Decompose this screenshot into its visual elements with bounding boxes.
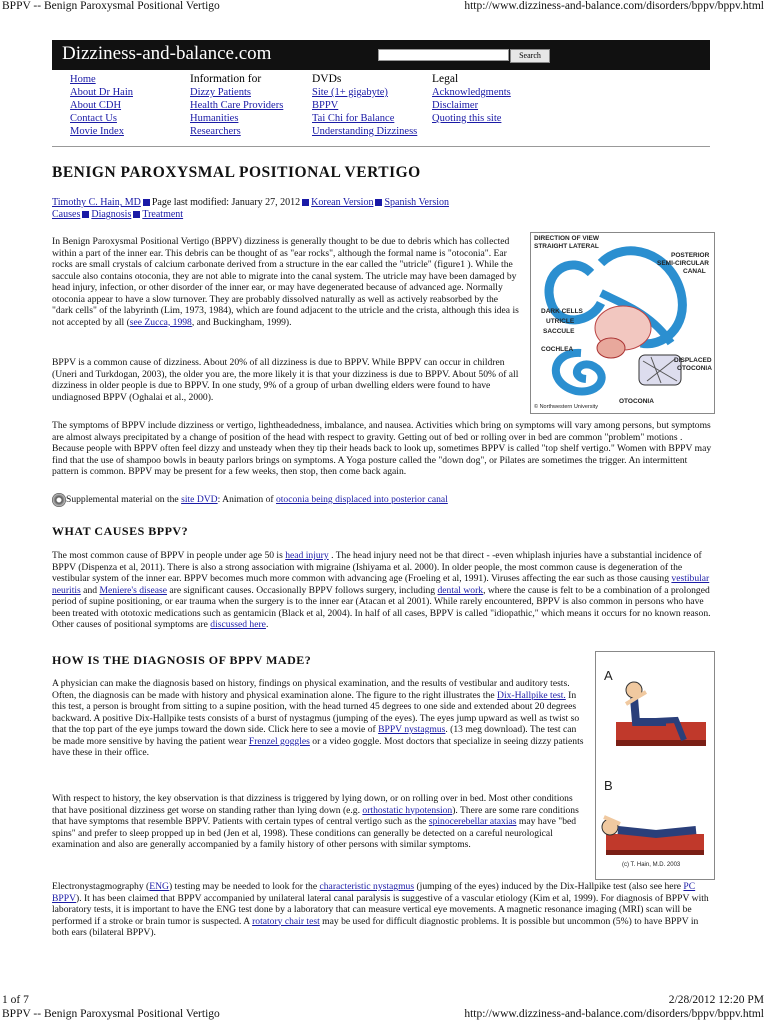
nav-researchers[interactable]: Researchers: [190, 126, 241, 137]
diagnosis-paragraph-2: With respect to history, the key observation is that dizziness is triggered by lying down, or on rolling over in bed. Most other conditions that have positional dizziness get worse on standing rather than lying down (e.g. orthostatic hypotension). There are some rare conditions that have symptoms that resemble BPPV. Patients with certain types of central vertigo such as the spinocerebellar ataxias may have "bed spins" and prefer to sleep propped up in bed (Jen et al, 1998). These conditions can generally be detected on a careful neurological examination and also are generally accompanied by a family history of other persons with similar symptoms.: [52, 793, 579, 850]
print-footer-url: http://www.dizziness-and-balance.com/disorders/bppv/bppv.html: [464, 1008, 764, 1020]
nav-dizzy-patients[interactable]: Dizzy Patients: [190, 87, 251, 98]
nav-about-dr-hain[interactable]: About Dr Hain: [70, 87, 133, 98]
discussed-here-link[interactable]: discussed here: [210, 619, 266, 630]
page-title: BENIGN PAROXYSMAL POSITIONAL VERTIGO: [52, 164, 421, 181]
otoconia-animation-link[interactable]: otoconia being displaced into posterior canal: [275, 494, 448, 506]
bullet-icon: [133, 211, 140, 218]
head-injury-link[interactable]: head injury: [285, 550, 329, 561]
dental-work-link[interactable]: dental work: [437, 584, 484, 596]
site-banner: [52, 40, 710, 70]
nav-heading-information: Information for: [190, 73, 262, 85]
search-input[interactable]: [378, 49, 509, 61]
causes-heading: WHAT CAUSES BPPV?: [52, 524, 189, 538]
nav-column-legal: [432, 73, 511, 125]
nav-dvd-site[interactable]: Site (1+ gigabyte): [312, 87, 388, 98]
search-button[interactable]: Search: [510, 49, 550, 63]
site-name[interactable]: Dizziness-and-balance.com: [62, 43, 272, 64]
section-links: [52, 209, 183, 220]
diagnosis-heading: HOW IS THE DIAGNOSIS OF BPPV MADE?: [52, 653, 312, 667]
nav-acknowledgments[interactable]: Acknowledgments: [432, 87, 511, 98]
bullet-icon: [143, 199, 150, 206]
characteristic-nystagmus-link[interactable]: characteristic nystagmus: [319, 881, 415, 892]
prevalence-paragraph: BPPV is a common cause of dizziness. About 20% of all dizziness is due to BPPV. While BPPV can occur in children (Uneri and Turkdogan, 2003), the older you are, the more likely it is that your dizziness is due to BPPV. About 50% of all dizziness in older people is due to BPPV. In one study, 9% of a group of urban dwelling elders were found to have undiagnosed BPPV (Oghalai et al., 2000).: [52, 357, 519, 403]
dvd-icon: [52, 493, 66, 507]
menieres-link[interactable]: Meniere's disease: [99, 584, 167, 596]
nav-disclaimer[interactable]: Disclaimer: [432, 100, 479, 111]
frenzel-goggles-link[interactable]: Frenzel goggles: [248, 735, 310, 747]
nav-home[interactable]: Home: [70, 74, 96, 85]
diagnosis-paragraph-1: A physician can make the diagnosis based on history, findings on physical examination, and the results of vestibular and auditory tests. Often, the diagnosis can be made with history and physical examination alone. The figure to the right illustrates the Dix-Hallpike test. In this test, a person is brought from sitting to a supine position, with the head turned 45 degrees to one side and extended about 20 degrees backward. A positive Dix-Hallpike tests consists of a burst of nystagmus (jumping of the eyes). The eyes jump upward as well as twist so that the top part of the eye jumps toward the down side. Click here to see a movie of BPPV nystagmus. (13 meg download). The test can be made more sensitive by having the patient wear Frenzel goggles or a video goggle. Most doctors that specialize in seeing dizzy patients have these in their office.: [52, 678, 584, 758]
print-header-url: http://www.dizziness-and-balance.com/disorders/bppv/bppv.html: [464, 0, 764, 12]
nav-column-information: [190, 73, 283, 138]
causes-paragraph: The most common cause of BPPV in people under age 50 is head injury . The head injury need not be that direct - -even whiplash injuries have a substantial incidence of BPPV (Dispenza et al, 2011). There is also a strong association with migraine (Ishiyama et al. 2000). In older people, the most common cause is degeneration of the vestibular system of the inner ear. BPPV becomes much more common with advancing age (Froeling et al, 1991). Viruses affecting the ear such as those causing vestibular neuritis and Meniere's disease are significant causes. Occasionally BPPV follows surgery, including dental work, where the cause is felt to be a combination of a prolonged period of supine positioning, or ear trauma when the surgery is to the inner ear (Atacan et al 2001). While rarely encountered, BPPV is also common in persons who have been treated with ototoxic medications such as gentamicin (Black et al, 2004). In half of all cases, BPPV is called "idiopathic," which means it occurs for no known reason. Other causes of positional symptoms are discussed here.: [52, 550, 711, 630]
nav-column-dvds: [312, 73, 417, 138]
rotatory-chair-link[interactable]: rotatory chair test: [252, 915, 320, 927]
vestibular-neuritis-link[interactable]: vestibular neuritis: [52, 573, 710, 596]
dvd-line: Supplemental material on the site DVD: Animation of otoconia being displaced into posterior canal: [52, 493, 448, 507]
nav-about-cdh[interactable]: About CDH: [70, 100, 122, 111]
nav-heading-legal: Legal: [432, 73, 459, 85]
nav-dvd-understanding-dizziness[interactable]: Understanding Dizziness: [312, 126, 418, 137]
intro-paragraph: In Benign Paroxysmal Positional Vertigo (BPPV) dizziness is generally thought to be due to debris which has collected within a part of the inner ear. This debris can be thought of as "ear rocks", although the formal name is "otoconia". Ear rocks are small crystals of calcium carbonate derived from a structure in the ear called the "utricle" (figure1 ). While the saccule also contains otoconia, they are not able to migrate into the canal system. The utricle may have been damaged by head injury, infection, or other disorder of the inner ear, or may have degenerated because of advanced age. Normally otoconia appear to have a slow turnover. They are probably dissolved naturally as well as actively reabsorbed by the "dark cells" of the labyrinth (Lim, 1973, 1984), which are found adjacent to the utricle and the crista, although this idea is not accepted by all (see Zucca, 1998, and Buckingham, 1999).: [52, 236, 519, 328]
meta-line: [52, 197, 449, 208]
nav-humanities[interactable]: Humanities: [190, 113, 239, 124]
print-header-title: BPPV -- Benign Paroxysmal Positional Vertigo: [2, 0, 220, 12]
orthostatic-hypotension-link[interactable]: orthostatic hypotension: [362, 804, 453, 816]
korean-version-link[interactable]: Korean Version: [311, 197, 374, 208]
bppv-nystagmus-link[interactable]: BPPV nystagmus: [378, 724, 446, 735]
print-footer-page: 1 of 7: [2, 994, 29, 1006]
causes-link[interactable]: Causes: [52, 209, 81, 220]
author-link[interactable]: Timothy C. Hain, MD: [52, 197, 141, 208]
nav-quoting[interactable]: Quoting this site: [432, 113, 502, 124]
nav-contact-us[interactable]: Contact Us: [70, 113, 117, 124]
symptoms-paragraph: The symptoms of BPPV include dizziness or vertigo, lightheadedness, imbalance, and nausea. Activities which bring on symptoms will vary among persons, but symptoms are almost always precipitated by a change of position of the head with respect to gravity. Getting out of bed or rolling over in bed are common "problem" motions . Because people with BPPV often feel dizzy and unsteady when they tip their heads back to look up, sometimes BPPV is called "top shelf vertigo." Women with BPPV may find that the use of shampoo bowls in beauty parlors brings on symptoms. A Yoga posture called the "down dog", or Pilates are sometimes the trigger. An intermittent pattern is common. BPPV may be present for a few weeks, then stop, then come back again.: [52, 420, 712, 477]
last-modified: Page last modified: January 27, 2012: [151, 197, 301, 208]
diagnosis-link[interactable]: Diagnosis: [91, 209, 132, 220]
inner-ear-figure: DIRECTION OF VIEW STRAIGHT LATERAL POSTERIOR SEMI-CIRCULAR CANAL DARK CELLS UTRICLE SACCULE COCHLEA DISPLACED OTOCONIA OTOCONIA © Northwestern University: [530, 232, 715, 414]
dix-hallpike-figure: A B (c) T. Hain, M.D. 2003: [595, 651, 715, 880]
zucca-link[interactable]: see Zucca, 1998: [129, 316, 192, 328]
spinocerebellar-ataxias-link[interactable]: spinocerebellar ataxias: [428, 816, 517, 827]
nav-dvd-bppv[interactable]: BPPV: [312, 100, 339, 111]
treatment-link[interactable]: Treatment: [142, 209, 184, 220]
dix-hallpike-illustration: [596, 652, 714, 879]
eng-link[interactable]: ENG: [149, 881, 169, 892]
print-footer-title: BPPV -- Benign Paroxysmal Positional Vertigo: [2, 1008, 220, 1020]
spanish-version-link[interactable]: Spanish Version: [384, 197, 449, 208]
nav-health-care-providers[interactable]: Health Care Providers: [190, 100, 284, 111]
nav-movie-index[interactable]: Movie Index: [70, 126, 124, 137]
bullet-icon: [82, 211, 89, 218]
nav-dvd-tai-chi[interactable]: Tai Chi for Balance: [312, 113, 395, 124]
eng-paragraph: Electronystagmography (ENG) testing may be needed to look for the characteristic nystagmus (jumping of the eyes) induced by the Dix-Hallpike test (also see here PC BPPV). It has been claimed that BPPV accompanied by unilateral lateral canal paralysis is suggestive of a vascular etiology (Kim et al, 1999). For diagnosis of BPPV with laboratory tests, it is important to have the ENG test done by a laboratory that can measure vertical eye movements. A magnetic resonance imaging (MRI) scan will be performed if a stroke or brain tumor is suspected. A rotatory chair test may be used for difficult diagnostic problems. It is possible but uncommon (5%) to have BPPV in both ears (bilateral BPPV).: [52, 881, 709, 938]
print-footer-datetime: 2/28/2012 12:20 PM: [668, 994, 764, 1006]
nav-heading-dvds: DVDs: [312, 73, 342, 85]
site-dvd-link[interactable]: site DVD: [181, 494, 218, 506]
nav-column-main: [70, 73, 133, 138]
bullet-icon: [302, 199, 309, 206]
dix-hallpike-link[interactable]: Dix-Hallpike test.: [497, 689, 566, 701]
nav-divider: [52, 146, 710, 147]
pc-bppv-link[interactable]: PC BPPV: [52, 881, 696, 904]
bullet-icon: [375, 199, 382, 206]
